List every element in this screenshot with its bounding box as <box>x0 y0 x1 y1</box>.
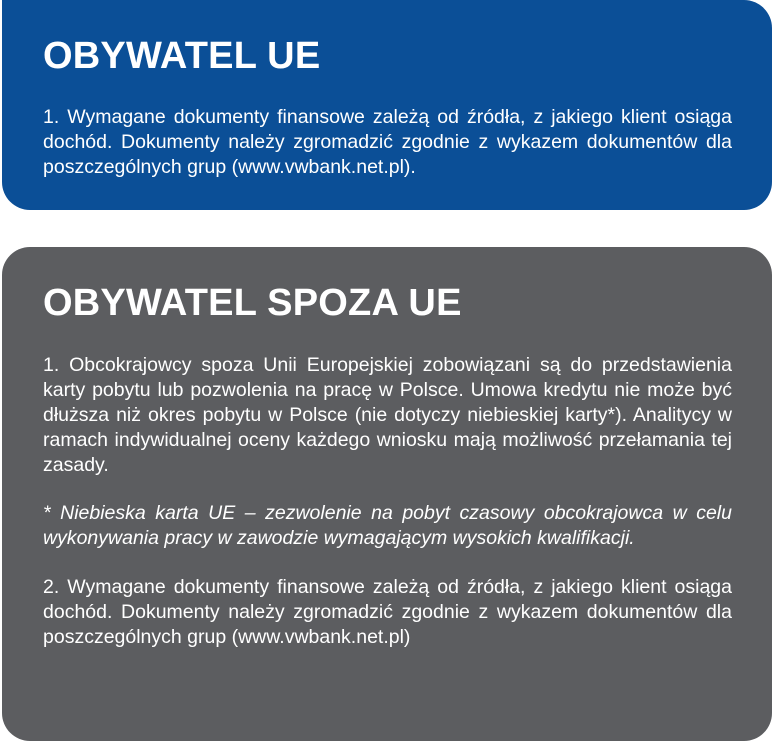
eu-citizen-paragraph: 1. Wymagane dokumenty finansowe zależą od źródła, z jakiego klient osiąga dochód. Dokumenty należy zgromadzić zgodnie z wykazem dokumentów dla poszczególnych grup (www.vwbank.net.pl). <box>43 106 732 178</box>
blue-card-footnote: * Niebieska karta UE – zezwolenie na pobyt czasowy obcokrajowca w celu wykonywania pracy w zawodzie wymagającym wysokich kwalifikacji. <box>43 502 732 549</box>
non-eu-citizen-title: OBYWATEL SPOZA UE <box>43 282 462 324</box>
non-eu-paragraph-1: 1. Obcokrajowcy spoza Unii Europejskiej zobowiązani są do przedstawienia karty pobytu lub pozwolenia na pracę w Polsce. Umowa kredytu nie może być dłuższa niż okres pobytu w Polsce (nie dotyczy niebieskiej karty*). Analitycy w ramach indywidualnej oceny każdego wniosku mają możliwość przełamania tej zasady. <box>43 354 732 476</box>
non-eu-paragraph-2: 2. Wymagane dokumenty finansowe zależą od źródła, z jakiego klient osiąga dochód. Dokumenty należy zgromadzić zgodnie z wykazem dokumentów dla poszczególnych grup (www.vwbank.net.pl) <box>43 576 732 648</box>
eu-citizen-card <box>2 0 772 210</box>
eu-citizen-title: OBYWATEL UE <box>43 35 321 77</box>
non-eu-citizen-card <box>2 247 772 741</box>
